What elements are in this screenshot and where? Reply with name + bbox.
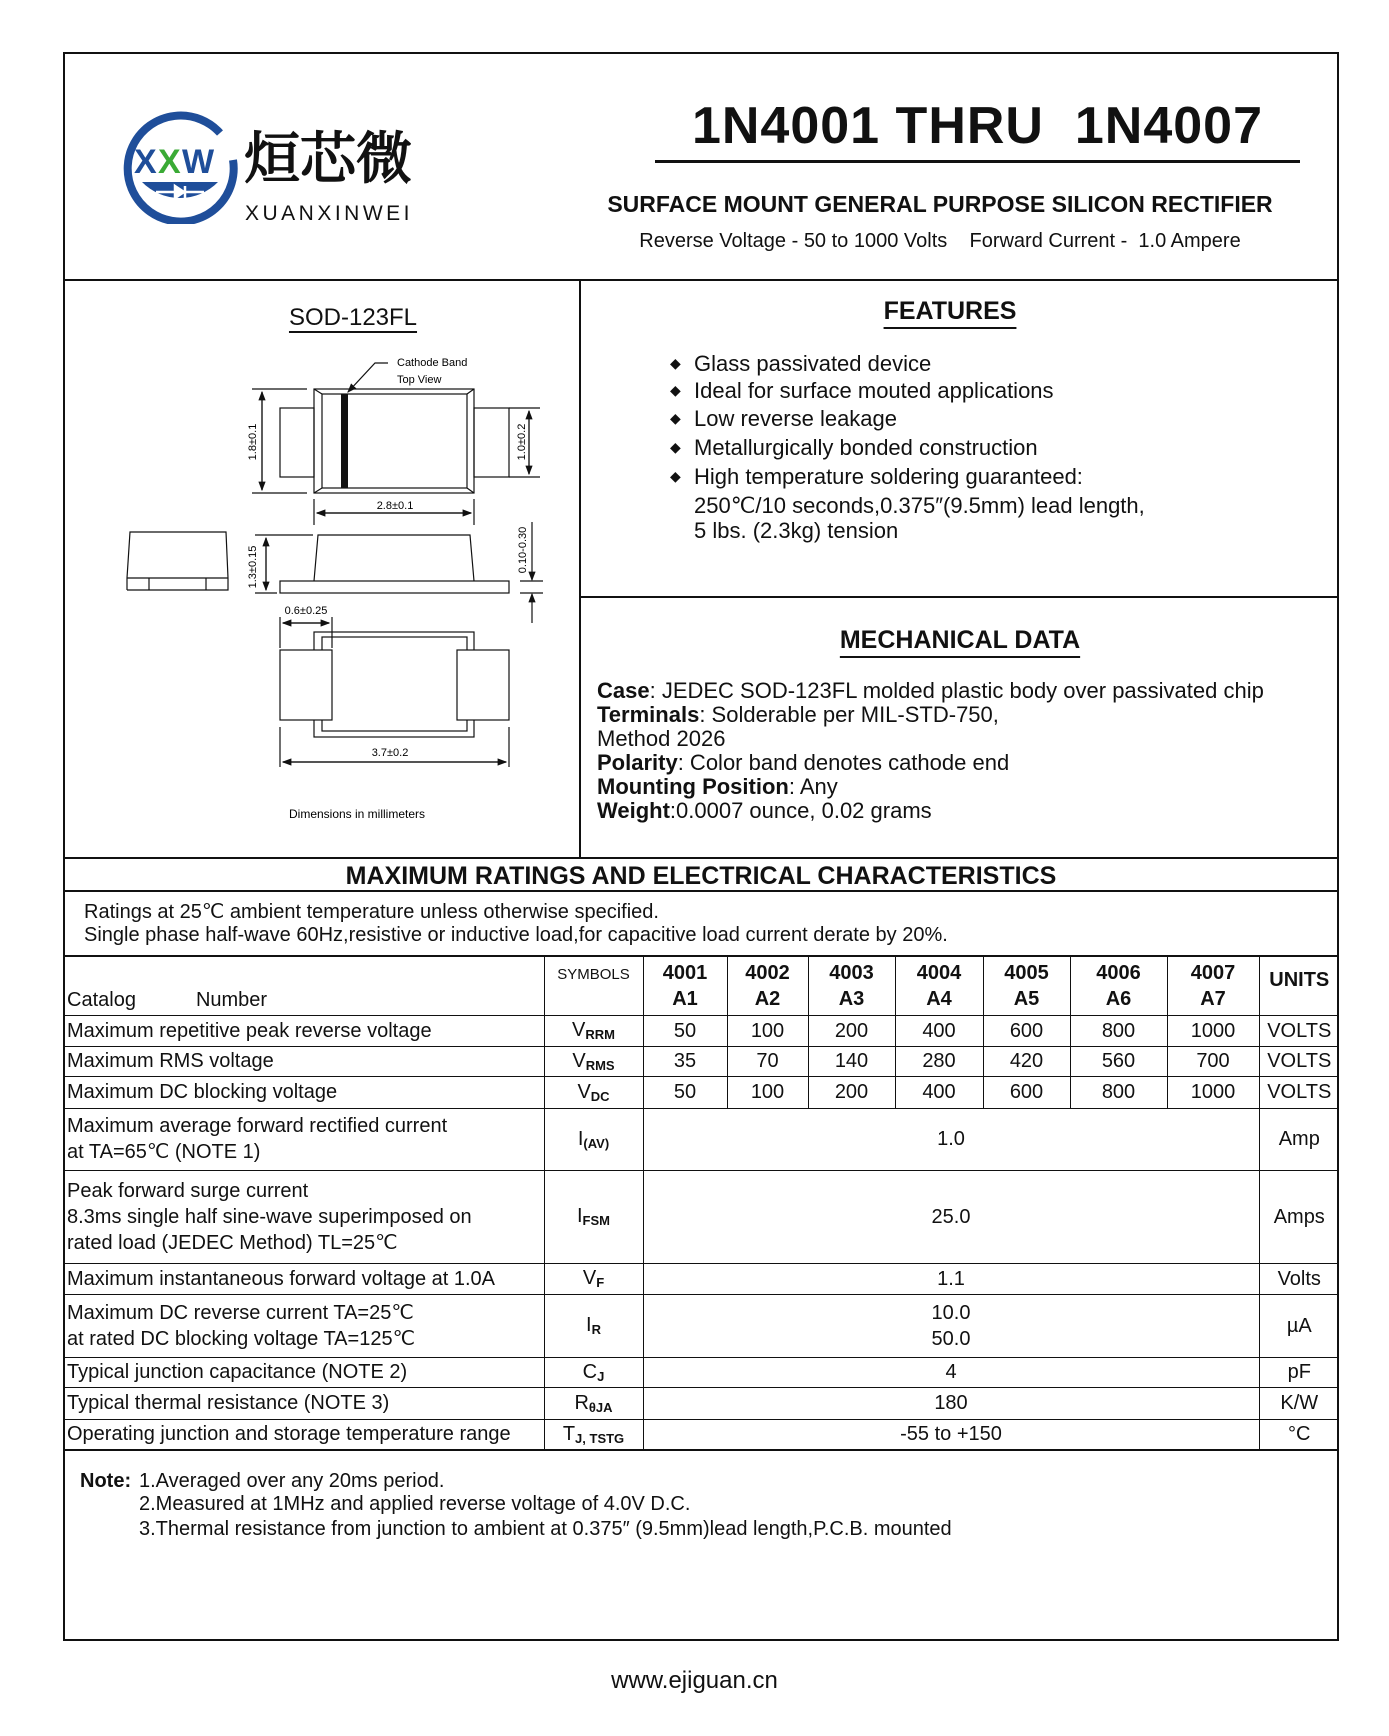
dim-body-length: 2.8±0.1 <box>376 500 414 512</box>
table-row <box>63 1046 1339 1076</box>
document-subtitle: SURFACE MOUNT GENERAL PURPOSE SILICON RECTIFIER <box>607 191 1273 217</box>
table-row <box>63 1015 1339 1046</box>
note-item: 3.Thermal resistance from junction to ambient at 0.375″ (9.5mm)lead length,P.C.B. mounted <box>139 1518 952 1540</box>
notes-label: Note: <box>80 1470 132 1492</box>
value-cell: 700 <box>1167 1046 1259 1076</box>
parameter-cell: Operating junction and storage temperature range <box>63 1419 544 1450</box>
note-item: 2.Measured at 1MHz and applied reverse voltage of 4.0V D.C. <box>139 1493 691 1515</box>
parameter-cell: Maximum instantaneous forward voltage at 1.0A <box>63 1263 544 1294</box>
unit-cell: pF <box>1259 1357 1339 1387</box>
table-row <box>63 1294 1339 1357</box>
symbols-header: SYMBOLS <box>544 956 643 1015</box>
dim-total-length: 3.7±0.2 <box>371 747 409 759</box>
symbol-cell: $I_{FSM}$ <box>544 1170 643 1263</box>
bullet-icon: ◆ <box>670 355 681 371</box>
table-row <box>63 1419 1339 1450</box>
value-cell: 1.1 <box>643 1263 1259 1294</box>
feature-item: ◆ Glass passivated device <box>670 351 932 376</box>
value-cell: 10.0 50.0 <box>643 1294 1259 1357</box>
parameter-cell: Maximum DC blocking voltage <box>63 1076 544 1108</box>
ratings-table <box>63 955 1339 1451</box>
value-cell: 600 <box>983 1015 1070 1046</box>
value-cell: 140 <box>808 1046 895 1076</box>
unit-cell: Volts <box>1259 1263 1339 1294</box>
value-cell: 200 <box>808 1015 895 1046</box>
table-row <box>63 1387 1339 1419</box>
svg-text:X: X <box>134 143 157 181</box>
top-view-label: Top View <box>397 374 442 386</box>
symbol-cell: $V_F$ <box>544 1263 643 1294</box>
document-title: 1N4001 THRU 1N4007 <box>691 97 1264 155</box>
feature-item: ◆ Low reverse leakage <box>670 406 898 431</box>
unit-cell: °C <box>1259 1419 1339 1450</box>
mech-line: Polarity: Color band denotes cathode end <box>597 750 1010 775</box>
dim-thickness: 1.3±0.15 <box>247 545 259 589</box>
device-column-header: 4003 A3 <box>808 956 895 1015</box>
feature-item: ◆ Ideal for surface mouted applications <box>670 378 1054 403</box>
svg-text:烜芯微: 烜芯微 <box>244 127 412 192</box>
value-cell: 800 <box>1070 1015 1167 1046</box>
mech-line: Terminals: Solderable per MIL-STD-750, <box>597 702 999 727</box>
footer-url[interactable]: www.ejiguan.cn <box>611 1667 778 1694</box>
note-item: 1.Averaged over any 20ms period. <box>139 1470 445 1492</box>
value-cell: 100 <box>727 1076 808 1108</box>
divider <box>63 857 1339 859</box>
value-cell: 400 <box>895 1015 983 1046</box>
feature-item: ◆ Metallurgically bonded construction <box>670 435 1038 460</box>
symbol-cell: $C_J$ <box>544 1357 643 1387</box>
symbol-cell: $R_{\theta JA}$ <box>544 1387 643 1419</box>
cathode-band-label: Cathode Band <box>397 357 468 369</box>
unit-cell: VOLTS <box>1259 1046 1339 1076</box>
value-cell: 100 <box>727 1015 808 1046</box>
device-column-header: 4002 A2 <box>727 956 808 1015</box>
table-row <box>63 1263 1339 1294</box>
value-cell: 800 <box>1070 1076 1167 1108</box>
feature-item: ◆ High temperature soldering guaranteed: <box>670 464 1083 489</box>
parameter-cell: Typical junction capacitance (NOTE 2) <box>63 1357 544 1387</box>
divider <box>580 596 1339 598</box>
parameter-cell: Maximum RMS voltage <box>63 1046 544 1076</box>
value-cell: 1000 <box>1167 1076 1259 1108</box>
cathode-band <box>341 394 348 488</box>
mech-line: Mounting Position: Any <box>597 774 838 799</box>
value-cell: 200 <box>808 1076 895 1108</box>
symbol-cell: $I_{(AV)}$ <box>544 1108 643 1170</box>
symbol-cell: $V_{RMS}$ <box>544 1046 643 1076</box>
value-cell: 35 <box>643 1046 727 1076</box>
summary-ratings: Reverse Voltage - 50 to 1000 Volts Forward Current - 1.0 Ampere <box>639 230 1241 252</box>
value-cell: 25.0 <box>643 1170 1259 1263</box>
feature-continuation: 250℃/10 seconds,0.375″(9.5mm) lead length, <box>694 493 1145 518</box>
unit-cell: Amp <box>1259 1108 1339 1170</box>
parameter-cell: Maximum average forward rectified current at TA=65℃ (NOTE 1) <box>63 1108 544 1170</box>
symbol-cell: $V_{DC}$ <box>544 1076 643 1108</box>
dim-standoff: 0.10-0.30 <box>517 526 529 574</box>
value-cell: 1.0 <box>643 1108 1259 1170</box>
device-column-header: 4006 A6 <box>1070 956 1167 1015</box>
symbol-cell: $T_{J, TSTG}$ <box>544 1419 643 1450</box>
catalog-header: Catalog Number <box>63 956 544 1015</box>
dim-lead-width: 1.0±0.2 <box>516 423 528 461</box>
value-cell: 280 <box>895 1046 983 1076</box>
mech-line: Weight:0.0007 ounce, 0.02 grams <box>597 798 932 823</box>
value-cell: 70 <box>727 1046 808 1076</box>
parameter-cell: Maximum repetitive peak reverse voltage <box>63 1015 544 1046</box>
value-cell: 4 <box>643 1357 1259 1387</box>
bullet-icon: ◆ <box>670 468 681 484</box>
value-cell: 1000 <box>1167 1015 1259 1046</box>
title-underline <box>655 160 1300 163</box>
value-cell: 420 <box>983 1046 1070 1076</box>
device-column-header: 4005 A5 <box>983 956 1070 1015</box>
device-column-header: 4001 A1 <box>643 956 727 1015</box>
table-row <box>63 1108 1339 1170</box>
bullet-icon: ◆ <box>670 410 681 426</box>
dim-height: 1.8±0.1 <box>247 423 259 461</box>
table-row <box>63 1076 1339 1108</box>
bullet-icon: ◆ <box>670 439 681 455</box>
unit-cell: Amps <box>1259 1170 1339 1263</box>
device-column-header: 4004 A4 <box>895 956 983 1015</box>
symbol-cell: $I_R$ <box>544 1294 643 1357</box>
parameter-cell: Typical thermal resistance (NOTE 3) <box>63 1387 544 1419</box>
ratings-section-title: MAXIMUM RATINGS AND ELECTRICAL CHARACTERISTICS <box>345 862 1057 890</box>
unit-cell: K/W <box>1259 1387 1339 1419</box>
mech-line: Method 2026 <box>597 726 726 751</box>
value-cell: 600 <box>983 1076 1070 1108</box>
unit-cell: VOLTS <box>1259 1076 1339 1108</box>
symbol-cell: $V_{RRM}$ <box>544 1015 643 1046</box>
table-row <box>63 1357 1339 1387</box>
value-cell: -55 to +150 <box>643 1419 1259 1450</box>
dim-lead-length: 0.6±0.25 <box>284 605 328 617</box>
value-cell: 180 <box>643 1387 1259 1419</box>
features-title: FEATURES <box>883 297 1017 325</box>
parameter-cell: Peak forward surge current 8.3ms single half sine-wave superimposed on rated load (JEDEC Method) TL=25℃ <box>63 1170 544 1263</box>
value-cell: 400 <box>895 1076 983 1108</box>
svg-text:XUANXINWEI: XUANXINWEI <box>245 202 414 224</box>
svg-text:W: W <box>182 143 215 181</box>
conditions-line: Single phase half-wave 60Hz,resistive or inductive load,for capacitive load current derate by 20%. <box>84 924 948 946</box>
mechanical-title: MECHANICAL DATA <box>839 626 1081 654</box>
units-header: UNITS <box>1259 956 1339 1015</box>
value-cell: 50 <box>643 1076 727 1108</box>
svg-text:X: X <box>158 143 181 181</box>
unit-cell: VOLTS <box>1259 1015 1339 1046</box>
value-cell: 50 <box>643 1015 727 1046</box>
unit-cell: µA <box>1259 1294 1339 1357</box>
bullet-icon: ◆ <box>670 382 681 398</box>
device-column-header: 4007 A7 <box>1167 956 1259 1015</box>
mech-line: Case: JEDEC SOD-123FL molded plastic body over passivated chip <box>597 678 1264 703</box>
feature-continuation: 5 lbs. (2.3kg) tension <box>694 518 899 543</box>
table-row <box>63 1170 1339 1263</box>
parameter-cell: Maximum DC reverse current TA=25℃ at rated DC blocking voltage TA=125℃ <box>63 1294 544 1357</box>
value-cell: 560 <box>1070 1046 1167 1076</box>
package-name: SOD-123FL <box>288 304 418 331</box>
dimensions-caption: Dimensions in millimeters <box>288 807 426 821</box>
package-outline-drawing <box>0 0 580 850</box>
conditions-line: Ratings at 25℃ ambient temperature unless otherwise specified. <box>84 901 659 923</box>
